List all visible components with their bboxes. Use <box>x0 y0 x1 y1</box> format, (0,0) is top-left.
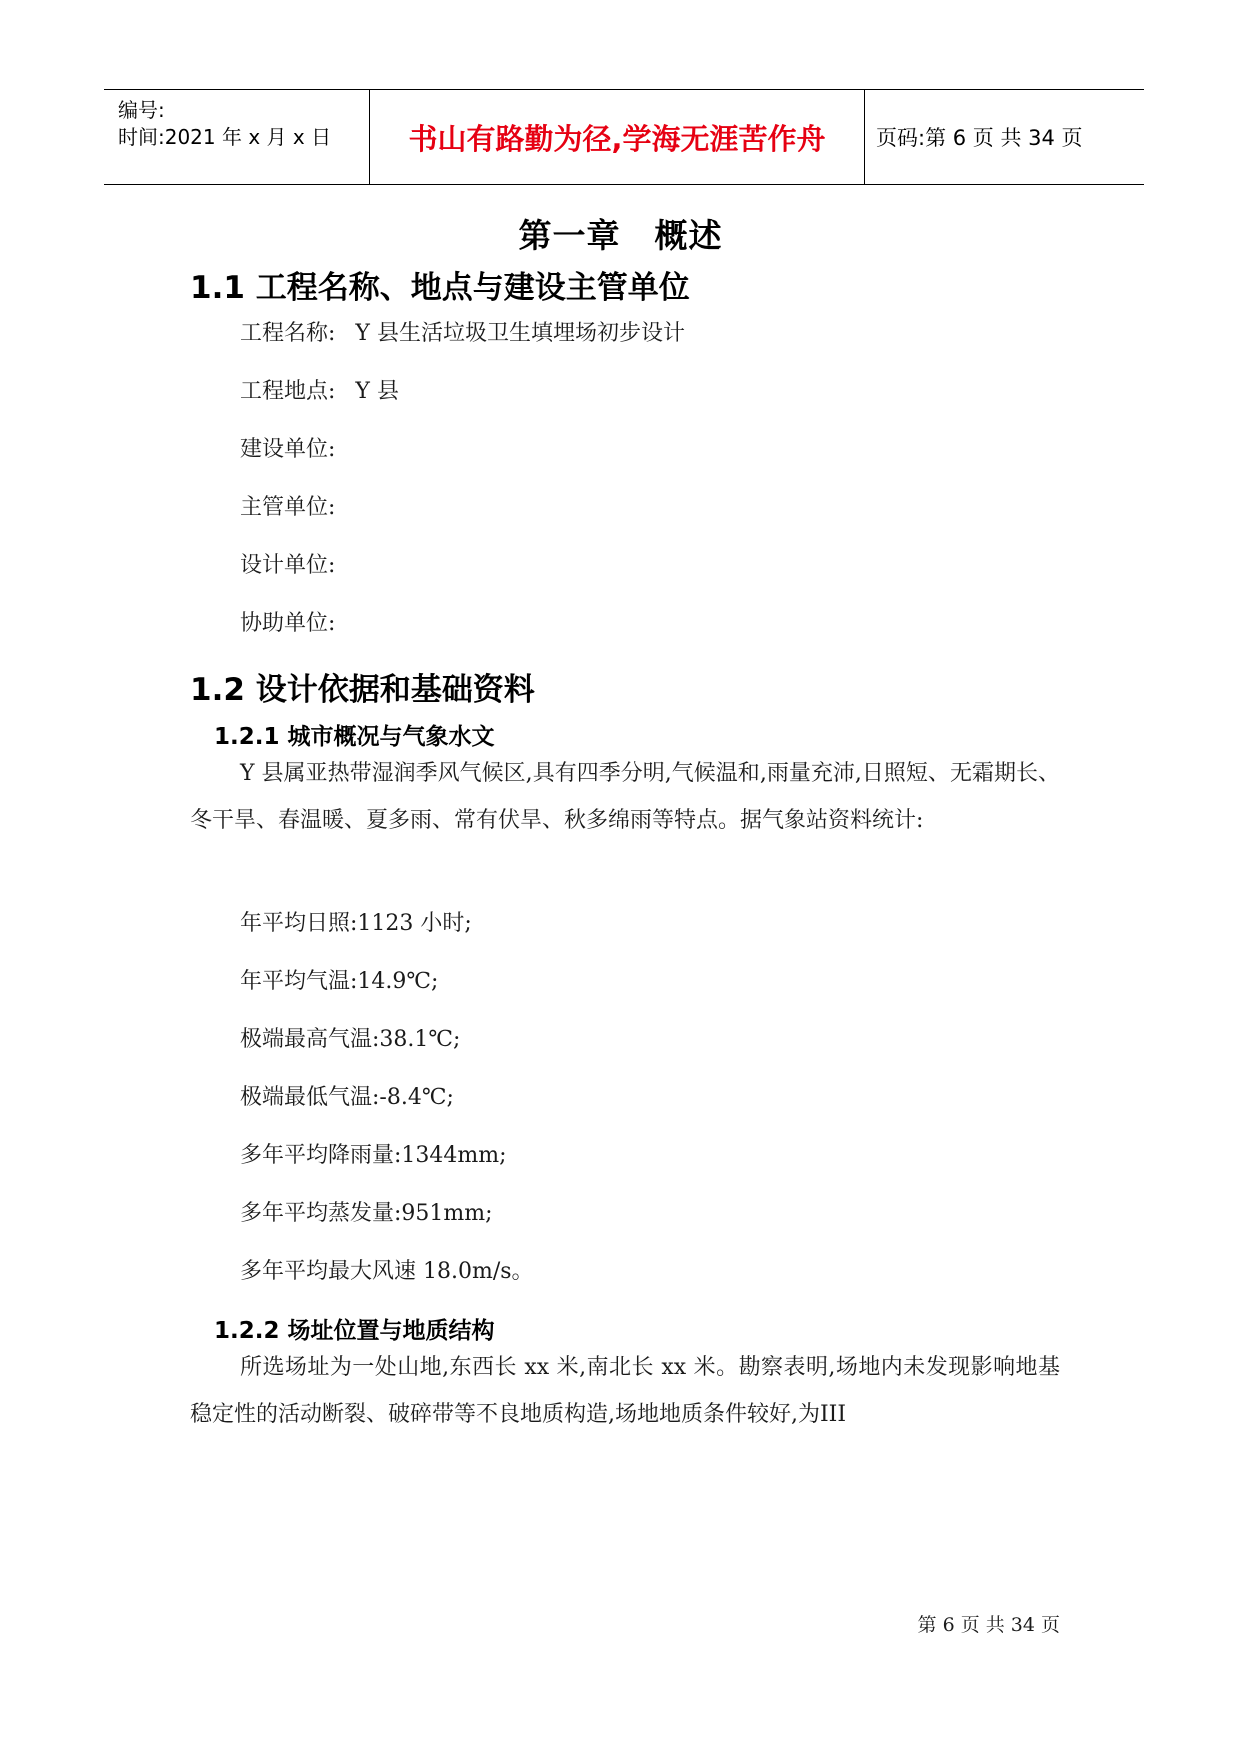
document-number-label: 编号: <box>118 98 165 122</box>
info-label: 设计单位: <box>240 553 336 578</box>
chapter-number: 第一章 <box>518 216 621 255</box>
paragraph-text: 所选场址为一处山地,东西长 xx 米,南北长 xx 米。勘察表明,场地内未发现影响地基稳定性的活动断裂、破碎带等不良地质构造,场地地质条件较好,为III <box>190 1355 1060 1427</box>
subsection-heading-1-2-2: 1.2.2 场址位置与地质结构 <box>214 1318 495 1344</box>
header-meta-cell <box>104 90 370 184</box>
info-line-project-location <box>240 374 399 405</box>
climate-paragraph <box>190 750 1060 844</box>
subsection-heading-1-2-1: 1.2.1 城市概况与气象水文 <box>214 724 495 750</box>
info-line-design-unit <box>240 548 355 579</box>
stat-sunshine: 年平均日照:1123 小时; <box>240 911 472 936</box>
page-footer: 第 6 页 共 34 页 <box>917 1614 1060 1636</box>
info-label: 建设单位: <box>240 437 336 462</box>
stat-rainfall: 多年平均降雨量:1344mm; <box>240 1143 507 1168</box>
stat-wind-speed: 多年平均最大风速 18.0m/s。 <box>240 1259 534 1284</box>
chapter-title <box>0 210 1241 257</box>
info-label: 协助单位: <box>240 611 336 636</box>
info-label: 工程地点: <box>240 379 336 404</box>
section-heading-1-2: 1.2 设计依据和基础资料 <box>190 672 535 708</box>
header-motto: 书山有路勤为径,学海无涯苦作舟 <box>370 90 865 184</box>
info-value: Y 县生活垃圾卫生填埋场初步设计 <box>355 321 685 346</box>
info-line-construction-unit <box>240 432 355 463</box>
info-label: 主管单位: <box>240 495 336 520</box>
document-header <box>104 89 1144 185</box>
site-paragraph <box>190 1344 1060 1438</box>
stat-evaporation: 多年平均蒸发量:951mm; <box>240 1201 493 1226</box>
header-page-label: 页码:第 6 页 共 34 页 <box>876 126 1083 150</box>
stat-min-temperature: 极端最低气温:-8.4℃; <box>240 1085 454 1110</box>
chapter-name: 概述 <box>654 216 723 255</box>
info-line-assisting-unit <box>240 606 355 637</box>
section-heading-1-1: 1.1 工程名称、地点与建设主管单位 <box>190 270 690 306</box>
stat-avg-temperature: 年平均气温:14.9℃; <box>240 969 439 994</box>
info-line-project-name <box>240 316 685 347</box>
stat-max-temperature: 极端最高气温:38.1℃; <box>240 1027 461 1052</box>
paragraph-text: Y 县属亚热带湿润季风气候区,具有四季分明,气候温和,雨量充沛,日照短、无霜期长、冬干旱、春温暖、夏多雨、常有伏旱、秋多绵雨等特点。据气象站资料统计: <box>190 761 1060 833</box>
info-value: Y 县 <box>355 379 399 404</box>
info-line-supervising-unit <box>240 490 355 521</box>
info-label: 工程名称: <box>240 321 336 346</box>
document-time-label: 时间:2021 年 x 月 x 日 <box>118 125 332 149</box>
